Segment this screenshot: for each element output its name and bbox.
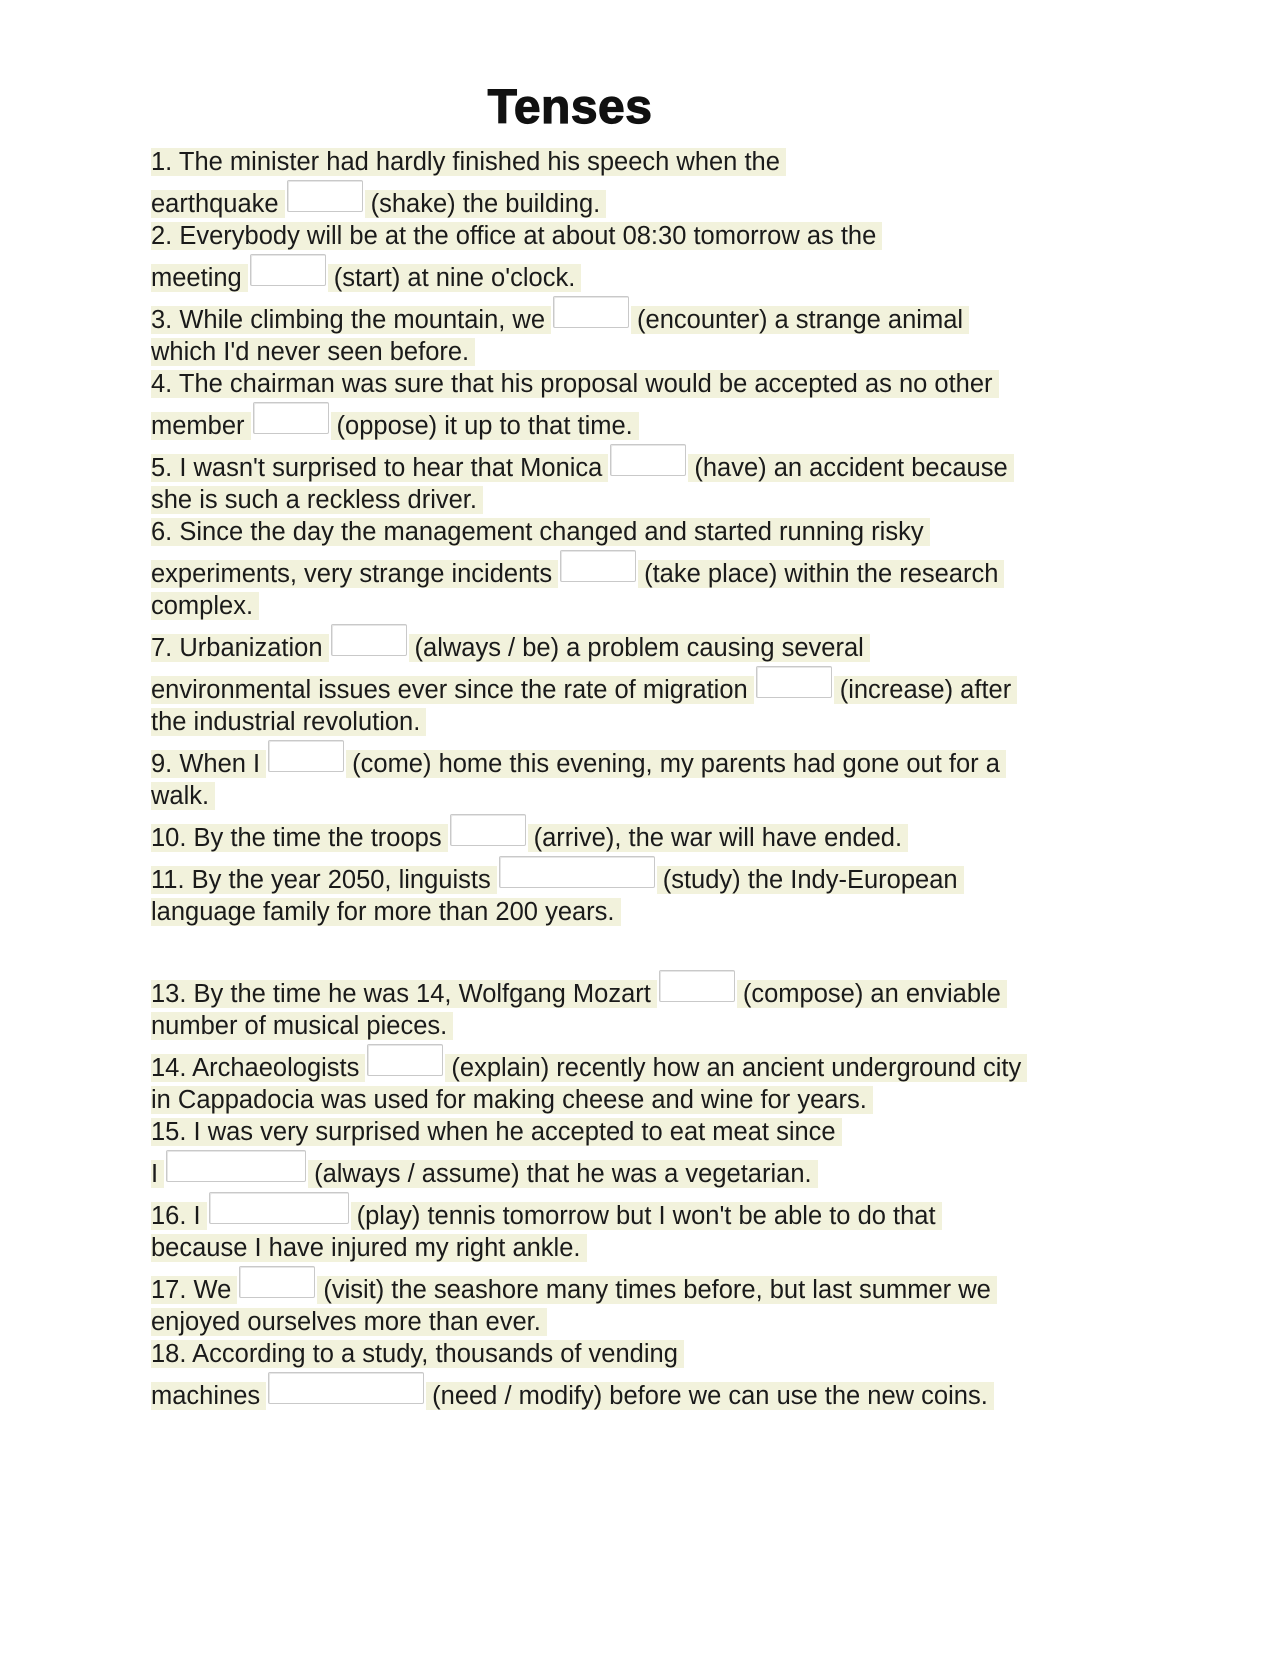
- item-10-line-1: [151, 812, 1091, 854]
- item-10-text: 10. By the time the troops: [151, 824, 448, 852]
- item-6-line-2: [151, 548, 1091, 590]
- item-7-line-1: [151, 622, 1091, 664]
- item-13-text: number of musical pieces.: [151, 1012, 453, 1040]
- answer-10-input[interactable]: [450, 814, 526, 846]
- item-6-line-3: [151, 590, 1091, 622]
- item-17-line-1: [151, 1264, 1091, 1306]
- item-14-text: 14. Archaeologists: [151, 1054, 365, 1082]
- item-2-line-2: [151, 252, 1091, 294]
- answer-9-input[interactable]: [268, 740, 344, 772]
- answer-7b-input[interactable]: [756, 666, 832, 698]
- item-4-line-1: [151, 368, 1091, 400]
- item-16-text: 16. I: [151, 1202, 207, 1230]
- item-18-line-1: [151, 1338, 1091, 1370]
- item-15-text: (always / assume) that he was a vegetarian.: [308, 1160, 818, 1188]
- item-17-text: (visit) the seashore many times before, but last summer we: [317, 1276, 997, 1304]
- item-17-line-2: [151, 1306, 1091, 1338]
- answer-4-input[interactable]: [253, 402, 329, 434]
- item-9-text: 9. When I: [151, 750, 266, 778]
- item-15-line-2: [151, 1148, 1091, 1190]
- item-7-text: (always / be) a problem causing several: [409, 634, 870, 662]
- item-9-text: walk.: [151, 782, 215, 810]
- item-12-gap: [151, 928, 1091, 968]
- item-14-text: in Cappadocia was used for making cheese and wine for years.: [151, 1086, 873, 1114]
- worksheet: [151, 146, 1091, 1412]
- item-4-line-2: [151, 400, 1091, 442]
- item-3-text: (encounter) a strange animal: [631, 306, 969, 334]
- answer-11-input[interactable]: [499, 856, 655, 888]
- item-6-text: 6. Since the day the management changed and started running risky: [151, 518, 930, 546]
- item-11-text: (study) the Indy-European: [657, 866, 964, 894]
- answer-5-input[interactable]: [610, 444, 686, 476]
- answer-15-input[interactable]: [166, 1150, 306, 1182]
- item-9-line-1: [151, 738, 1091, 780]
- item-5-text: she is such a reckless driver.: [151, 486, 483, 514]
- answer-16-input[interactable]: [209, 1192, 349, 1224]
- item-7-line-2: [151, 664, 1091, 706]
- answer-13-input[interactable]: [659, 970, 735, 1002]
- item-13-line-1: [151, 968, 1091, 1010]
- item-1-line-1: [151, 146, 1091, 178]
- item-2-text: meeting: [151, 264, 248, 292]
- item-2-text: 2. Everybody will be at the office at about 08:30 tomorrow as the: [151, 222, 882, 250]
- item-6-text: (take place) within the research: [638, 560, 1004, 588]
- item-1-text: (shake) the building.: [365, 190, 607, 218]
- item-17-text: enjoyed ourselves more than ever.: [151, 1308, 547, 1336]
- item-11-text: 11. By the year 2050, linguists: [151, 866, 497, 894]
- item-4-text: 4. The chairman was sure that his proposal would be accepted as no other: [151, 370, 999, 398]
- item-1-text: 1. The minister had hardly finished his speech when the: [151, 148, 786, 176]
- answer-1-input[interactable]: [287, 180, 363, 212]
- item-2-line-1: [151, 220, 1091, 252]
- item-13-text: (compose) an enviable: [737, 980, 1007, 1008]
- answer-17-input[interactable]: [239, 1266, 315, 1298]
- item-7-text: 7. Urbanization: [151, 634, 329, 662]
- answer-7a-input[interactable]: [331, 624, 407, 656]
- item-9-line-2: [151, 780, 1091, 812]
- item-5-line-2: [151, 484, 1091, 516]
- item-3-text: 3. While climbing the mountain, we: [151, 306, 551, 334]
- item-18-text: machines: [151, 1382, 266, 1410]
- item-15-text: 15. I was very surprised when he accepted to eat meat since: [151, 1118, 842, 1146]
- item-5-text: (have) an accident because: [688, 454, 1013, 482]
- answer-18-input[interactable]: [268, 1372, 424, 1404]
- item-1-line-2: [151, 178, 1091, 220]
- item-13-text: 13. By the time he was 14, Wolfgang Mozart: [151, 980, 657, 1008]
- answer-6-input[interactable]: [560, 550, 636, 582]
- item-4-text: (oppose) it up to that time.: [331, 412, 639, 440]
- item-18-text: (need / modify) before we can use the new coins.: [426, 1382, 994, 1410]
- item-15-text: I: [151, 1160, 164, 1188]
- item-14-line-2: [151, 1084, 1091, 1116]
- item-4-text: member: [151, 412, 251, 440]
- item-5-line-1: [151, 442, 1091, 484]
- item-16-line-1: [151, 1190, 1091, 1232]
- item-13-line-2: [151, 1010, 1091, 1042]
- item-17-text: 17. We: [151, 1276, 237, 1304]
- item-15-line-1: [151, 1116, 1091, 1148]
- item-7-line-3: [151, 706, 1091, 738]
- item-18-text: 18. According to a study, thousands of vending: [151, 1340, 684, 1368]
- item-9-text: (come) home this evening, my parents had gone out for a: [346, 750, 1006, 778]
- item-14-line-1: [151, 1042, 1091, 1084]
- item-11-line-1: [151, 854, 1091, 896]
- item-1-text: earthquake: [151, 190, 285, 218]
- answer-2-input[interactable]: [250, 254, 326, 286]
- item-5-text: 5. I wasn't surprised to hear that Monica: [151, 454, 608, 482]
- item-11-line-2: [151, 896, 1091, 928]
- item-6-line-1: [151, 516, 1091, 548]
- item-16-line-2: [151, 1232, 1091, 1264]
- item-16-text: (play) tennis tomorrow but I won't be able to do that: [351, 1202, 942, 1230]
- item-2-text: (start) at nine o'clock.: [328, 264, 582, 292]
- answer-14-input[interactable]: [367, 1044, 443, 1076]
- item-6-text: experiments, very strange incidents: [151, 560, 558, 588]
- item-6-text: complex.: [151, 592, 259, 620]
- item-7-text: environmental issues ever since the rate of migration: [151, 676, 754, 704]
- item-3-line-2: [151, 336, 1091, 368]
- item-11-text: language family for more than 200 years.: [151, 898, 621, 926]
- item-7-text: (increase) after: [834, 676, 1017, 704]
- item-3-text: which I'd never seen before.: [151, 338, 475, 366]
- item-14-text: (explain) recently how an ancient underground city: [445, 1054, 1027, 1082]
- item-7-text: the industrial revolution.: [151, 708, 426, 736]
- item-16-text: because I have injured my right ankle.: [151, 1234, 587, 1262]
- page-title: Tenses: [487, 81, 653, 134]
- item-10-text: (arrive), the war will have ended.: [528, 824, 909, 852]
- item-18-line-2: [151, 1370, 1091, 1412]
- item-3-line-1: [151, 294, 1091, 336]
- answer-3-input[interactable]: [553, 296, 629, 328]
